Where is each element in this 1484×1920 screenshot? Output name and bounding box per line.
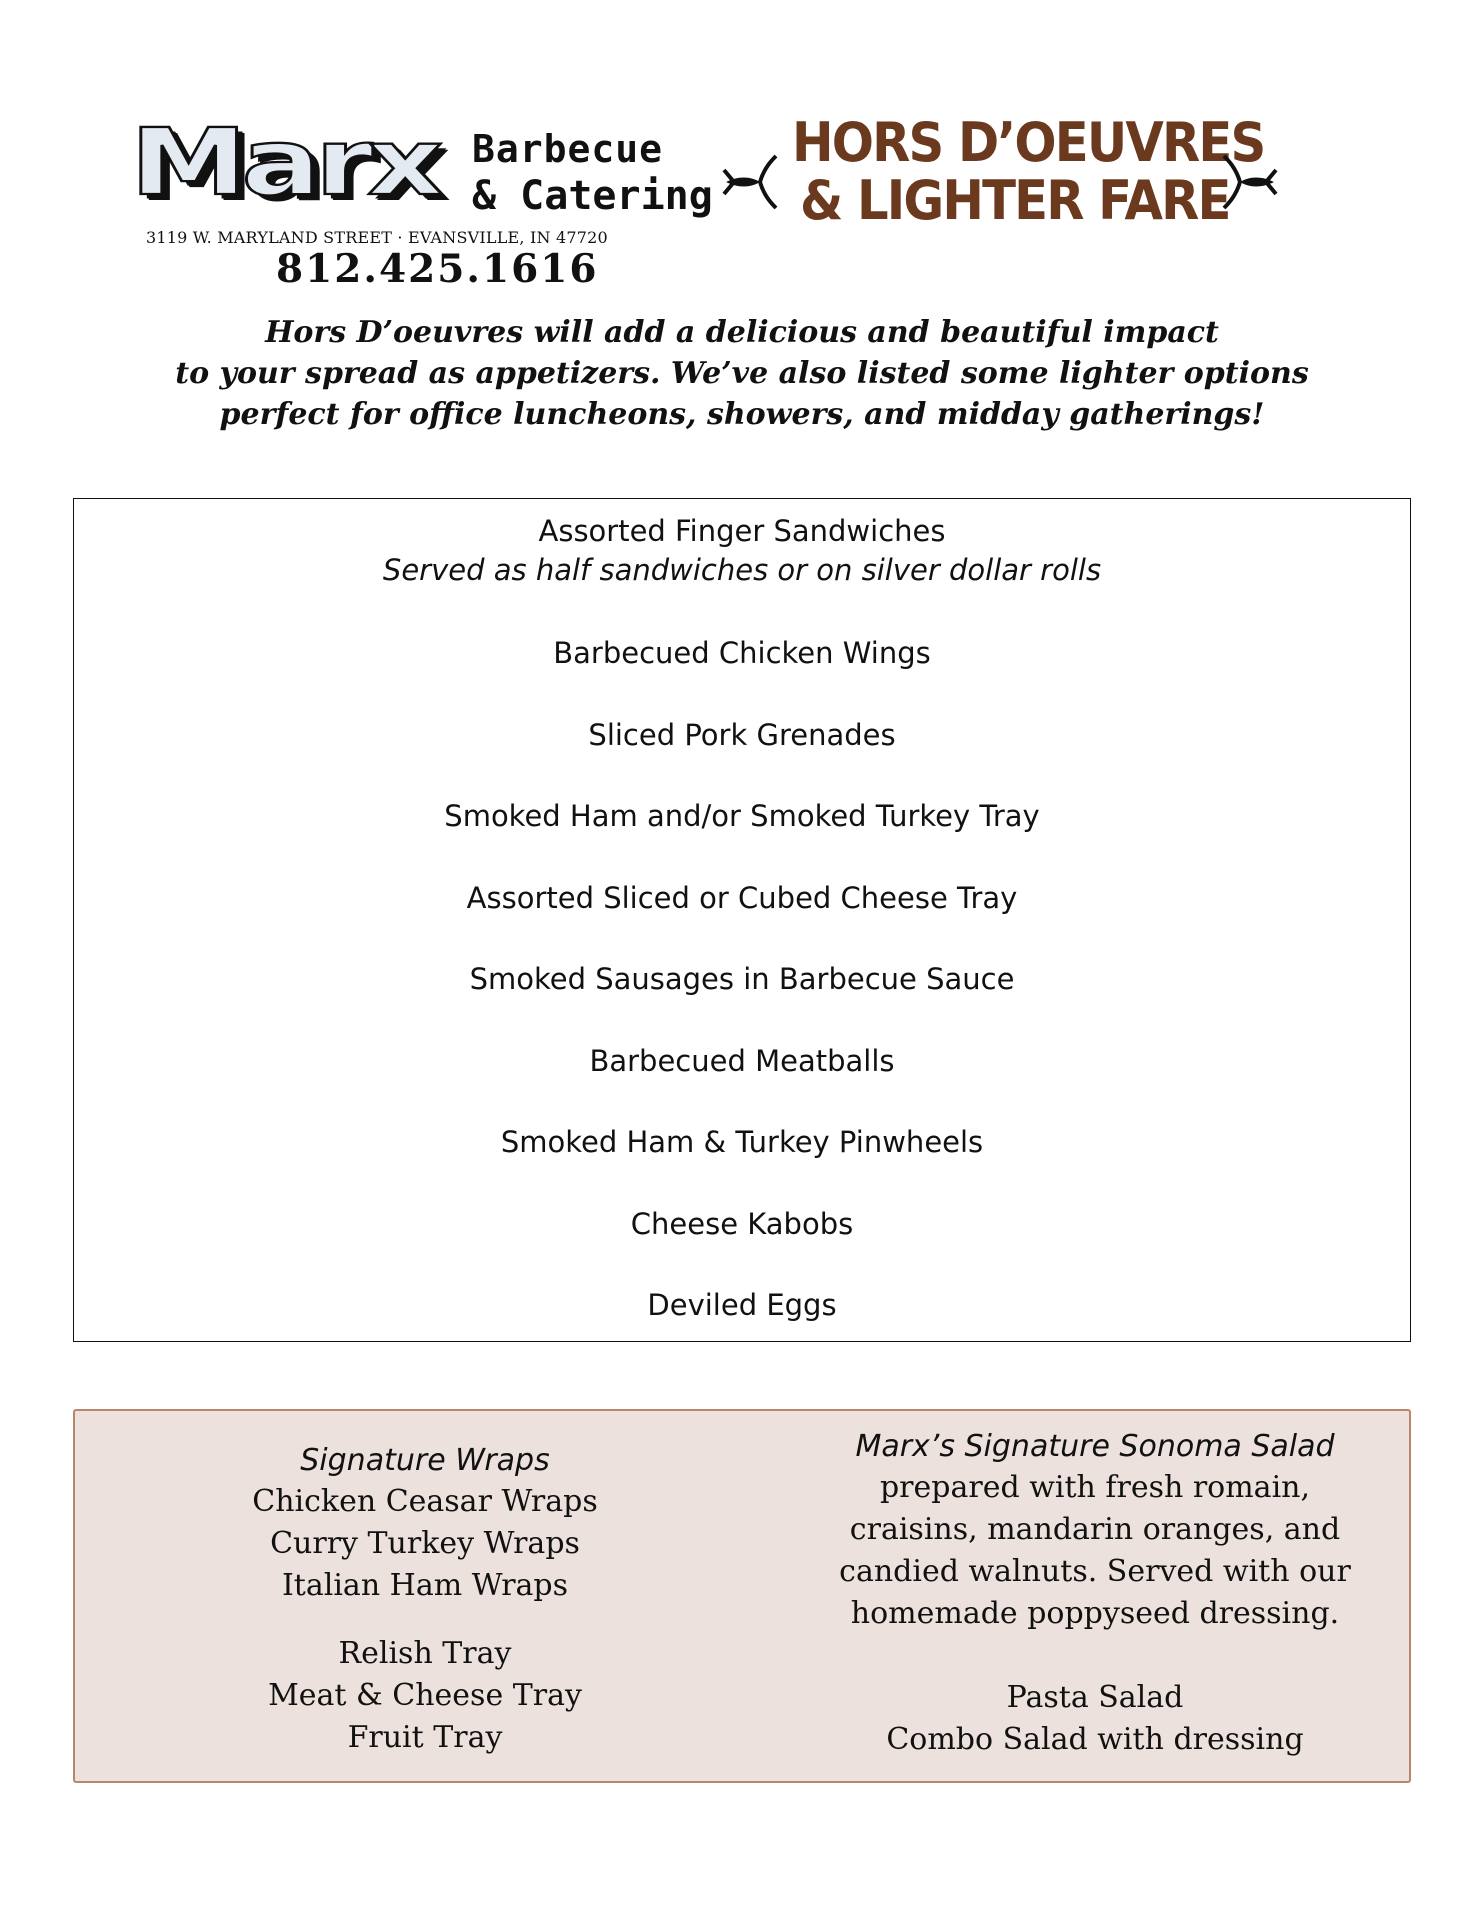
- salad-column: [795, 1427, 1395, 1761]
- wraps-column: [75, 1441, 775, 1759]
- wrap-item: Chicken Ceasar Wraps: [252, 1484, 598, 1519]
- menu-item: [74, 798, 1410, 880]
- salad-description-line: craisins, mandarin oranges, and: [849, 1512, 1341, 1547]
- salad-extra-item: Pasta Salad: [1006, 1680, 1184, 1715]
- menu-item: [74, 717, 1410, 799]
- menu-item-name: Assorted Sliced or Cubed Cheese Tray: [466, 880, 1018, 915]
- menu-item-name: Smoked Ham and/or Smoked Turkey Tray: [444, 799, 1040, 833]
- spacer: [795, 1635, 1395, 1677]
- intro-text: [150, 312, 1334, 435]
- menu-item: [74, 635, 1410, 717]
- menu-item-name: Barbecued Chicken Wings: [553, 636, 931, 670]
- menu-list: [74, 513, 1410, 1369]
- wrap-item: Italian Ham Wraps: [281, 1568, 569, 1603]
- tray-item: Relish Tray: [338, 1636, 512, 1671]
- spacer: [75, 1607, 775, 1633]
- menu-item-name: Cheese Kabobs: [630, 1206, 854, 1241]
- logo-barbecue: Barbecue: [472, 127, 664, 171]
- salad-description-line: candied walnuts. Served with our: [839, 1554, 1351, 1589]
- lighter-fare-box: [73, 1409, 1411, 1783]
- menu-item-name: Smoked Ham & Turkey Pinwheels: [500, 1125, 984, 1159]
- salad-heading: Marx’s Signature Sonoma Salad: [855, 1429, 1335, 1464]
- title-line-2: & LIGHTER FARE: [800, 169, 1230, 232]
- menu-item-name: Smoked Sausages in Barbecue Sauce: [469, 962, 1015, 996]
- menu-item-note: Served as half sandwiches or on silver dollar rolls: [382, 553, 1102, 587]
- intro-line: perfect for office luncheons, showers, and midday gatherings!: [219, 397, 1265, 432]
- menu-item: [74, 513, 1410, 635]
- menu-item: [74, 1206, 1410, 1288]
- left-ornament-icon: [720, 146, 780, 216]
- menu-item: [74, 1287, 1410, 1369]
- salad-extra-item: Combo Salad with dressing: [886, 1722, 1304, 1757]
- menu-item: [74, 961, 1410, 1043]
- salad-description-line: prepared with fresh romain,: [879, 1470, 1311, 1505]
- menu-item-name: Assorted Finger Sandwiches: [538, 514, 946, 548]
- tray-item: Fruit Tray: [347, 1720, 503, 1755]
- hors-doeuvres-menu: [73, 498, 1411, 1342]
- wraps-heading: Signature Wraps: [300, 1443, 550, 1478]
- wrap-item: Curry Turkey Wraps: [270, 1526, 580, 1561]
- menu-item-name: Sliced Pork Grenades: [588, 717, 896, 752]
- menu-item: [74, 880, 1410, 962]
- page-title: [720, 112, 1280, 242]
- logo-wordmark: Marx: [130, 108, 438, 216]
- menu-item-name: Deviled Eggs: [647, 1288, 837, 1322]
- intro-line: Hors D’oeuvres will add a delicious and beautiful impact: [265, 315, 1219, 350]
- tray-item: Meat & Cheese Tray: [268, 1678, 582, 1713]
- right-ornament-icon: [1220, 146, 1280, 216]
- phone-number: 812.425.1616: [276, 246, 599, 292]
- intro-line: to your spread as appetizers. We’ve also listed some lighter options: [175, 356, 1309, 391]
- menu-item: [74, 1043, 1410, 1125]
- menu-item-name: Barbecued Meatballs: [589, 1043, 895, 1078]
- salad-description-line: homemade poppyseed dressing.: [850, 1596, 1340, 1631]
- title-line-1: HORS D’OEUVRES: [792, 111, 1265, 174]
- menu-item: [74, 1124, 1410, 1206]
- address: 3119 W. MARYLAND STREET · EVANSVILLE, IN 47720: [146, 228, 608, 247]
- logo-catering: & Catering: [472, 173, 713, 219]
